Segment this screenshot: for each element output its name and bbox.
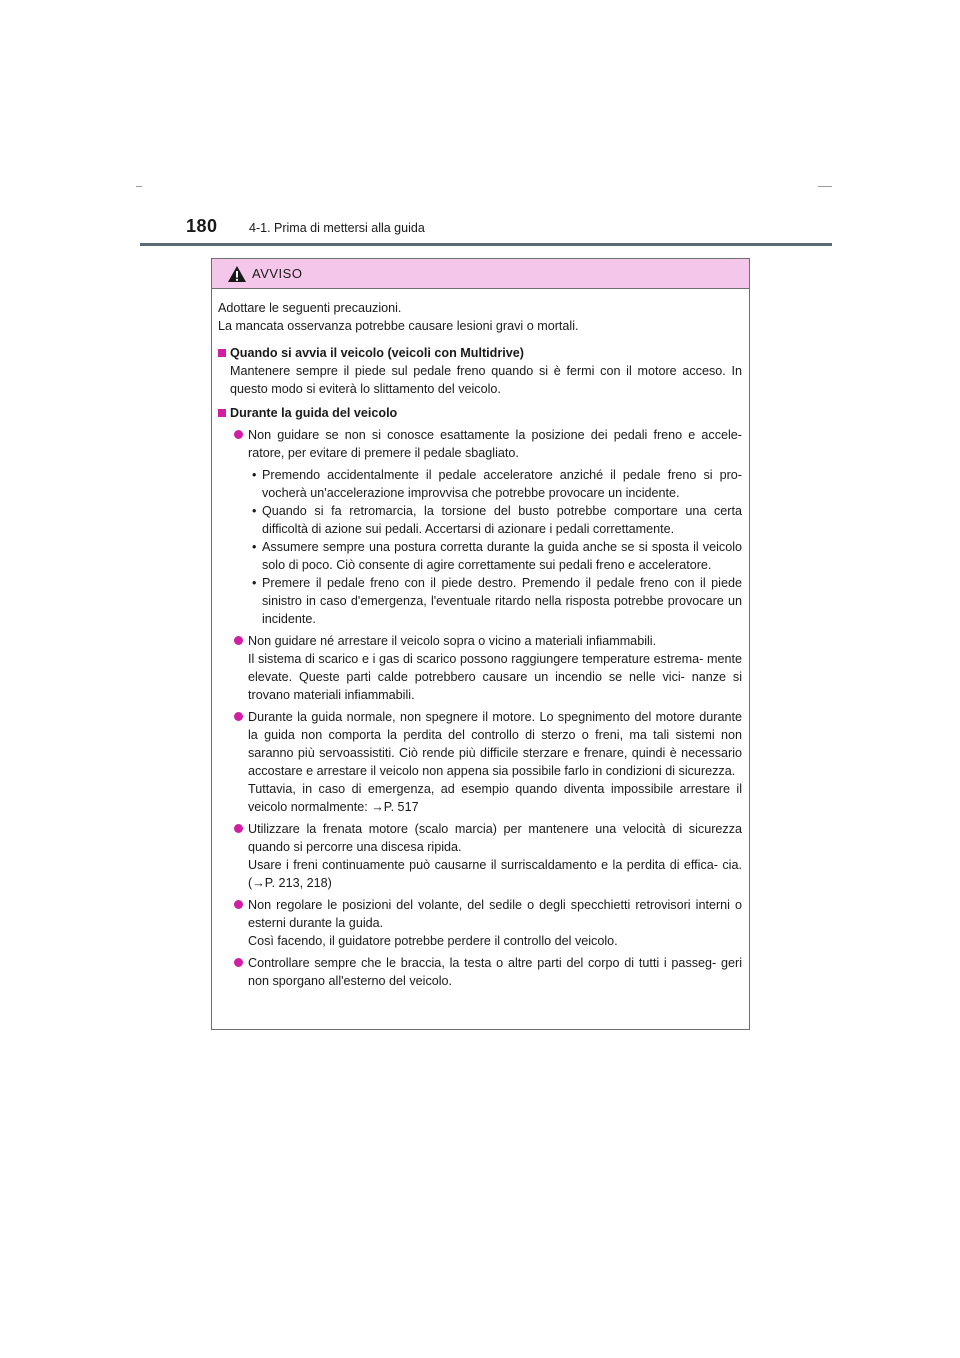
intro-line: Adottare le seguenti precauzioni.	[218, 301, 402, 315]
bullet-text: Non guidare se non si conosce esattamente la posizione dei pedali freno e accele- ratore, per evitare di premere il pedale sbagliato.	[248, 428, 742, 460]
intro-line: La mancata osservanza potrebbe causare lesioni gravi o mortali.	[218, 319, 579, 333]
sub-bullet-list	[218, 466, 742, 628]
circle-bullet-icon	[234, 430, 243, 439]
section-heading-text: Quando si avvia il veicolo (veicoli con Multidrive)	[230, 346, 524, 360]
bullet-item	[218, 708, 742, 816]
circle-bullet-icon	[234, 712, 243, 721]
warning-body	[212, 289, 749, 990]
bullet-item	[218, 954, 742, 990]
bullet-text: Così facendo, il guidatore potrebbe perdere il controllo del veicolo.	[248, 934, 618, 948]
warning-title: AVVISO	[252, 266, 303, 281]
section-heading	[218, 344, 742, 362]
warning-header	[212, 259, 749, 289]
circle-bullet-icon	[234, 824, 243, 833]
bullet-item	[218, 426, 742, 462]
bullet-item	[218, 632, 742, 704]
bullet-text: Non regolare le posizioni del volante, del sedile o degli specchietti retrovisori interni o esterni durante la guida.	[248, 898, 742, 930]
warning-intro	[218, 299, 742, 335]
sub-bullet-item: • Assumere sempre una postura corretta durante la guida anche se si sposta il veicolo solo di poco. Ciò consente di agire correttamente sui pedali freno e acceleratore.	[252, 540, 742, 572]
section-text: Mantenere sempre il piede sul pedale freno quando si è fermi con il motore acceso. In questo modo si eviterà lo slittamento del veicolo.	[230, 364, 742, 396]
sub-bullet-item: • Premere il pedale freno con il piede destro. Premendo il pedale freno con il piede sinistro in caso d'emergenza, l'eventuale ritardo nella risposta potrebbe provocare un incidente.	[252, 576, 742, 626]
sub-bullet-item: • Premendo accidentalmente il pedale acceleratore anziché il pedale freno si pro- vocherà un'accelerazione improvvisa che potrebbe provocare un incidente.	[252, 468, 742, 500]
page-number: 180	[186, 216, 218, 236]
header-rule	[140, 243, 832, 246]
bullet-text: Il sistema di scarico e i gas di scarico possono raggiungere temperature estrema- mente elevate. Queste parti calde potrebbero causare un incendio se nelle vici- nanze si trovano materiali infiammabili.	[248, 652, 742, 702]
section-heading	[218, 404, 742, 422]
circle-bullet-icon	[234, 958, 243, 967]
crop-mark-left	[136, 186, 142, 187]
warning-triangle-icon	[227, 265, 247, 283]
square-bullet-icon	[218, 349, 226, 357]
bullet-text: Controllare sempre che le braccia, la testa o altre parti del corpo di tutti i passeg- geri non sporgano all'esterno del veicolo.	[248, 956, 742, 988]
warning-box	[211, 258, 750, 1030]
square-bullet-icon	[218, 409, 226, 417]
bullet-text: Usare i freni continuamente può causarne il surriscaldamento e la perdita di effica- cia. (→P. 213, 218)	[248, 858, 742, 890]
circle-bullet-icon	[234, 900, 243, 909]
bullet-item	[218, 896, 742, 950]
section-title: 4-1. Prima di mettersi alla guida	[249, 221, 425, 235]
bullet-text: Utilizzare la frenata motore (scalo marcia) per mantenere una velocità di sicurezza quando si percorre una discesa ripida.	[248, 822, 742, 854]
crop-mark-right	[818, 186, 832, 187]
section-heading-text: Durante la guida del veicolo	[230, 406, 398, 420]
circle-bullet-icon	[234, 636, 243, 645]
bullet-text: Durante la guida normale, non spegnere il motore. Lo spegnimento del motore durante la guida non comporta la perdita del controllo di sterzo o freni, ma tali sistemi non saranno più servoassistiti. Ciò rende più difficile sterzare e frenare, quindi è necessario accostare e arrestare il veicolo non appena sia possibile farlo in condizioni di sicurezza.	[248, 710, 742, 778]
sub-bullet-item: • Quando si fa retromarcia, la torsione del busto potrebbe comportare una certa difficoltà di azione sui pedali. Accertarsi di azionare i pedali correttamente.	[252, 504, 742, 536]
bullet-text: Non guidare né arrestare il veicolo sopra o vicino a materiali infiammabili.	[248, 634, 657, 648]
bullet-item	[218, 820, 742, 892]
bullet-text: Tuttavia, in caso di emergenza, ad esempio quando diventa impossibile arrestare il veicolo normalmente: →P. 517	[248, 782, 742, 814]
